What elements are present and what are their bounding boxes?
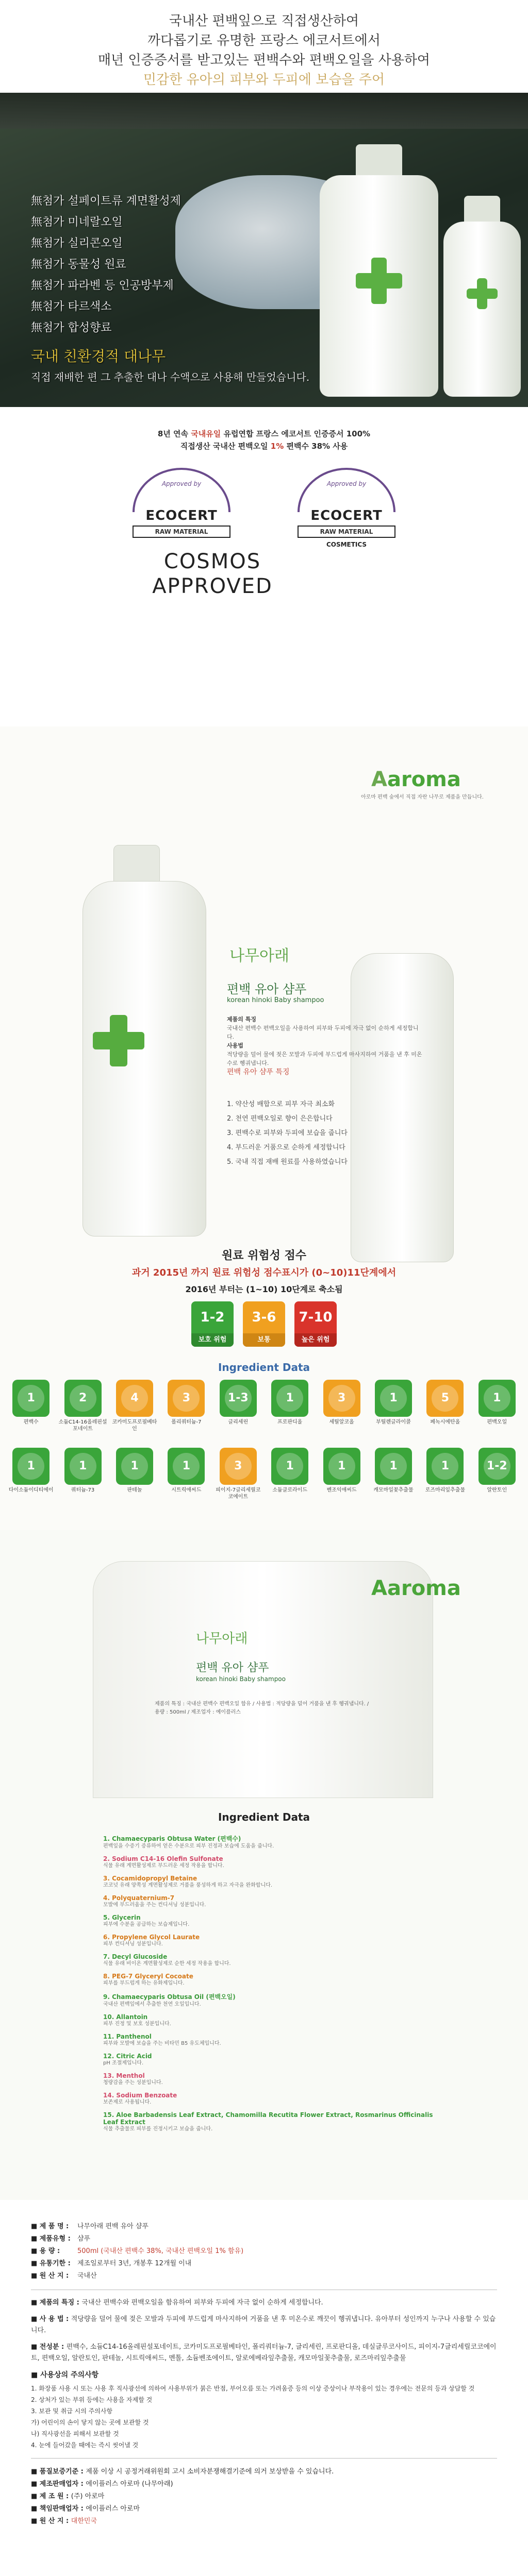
ingredient-score: 3: [234, 1460, 242, 1472]
ingredient-name: 편백수: [23, 1419, 39, 1425]
ingredient-score-badge: [64, 1448, 102, 1485]
ingredient-name: 글리세린: [228, 1419, 249, 1425]
info-value: 국내산: [77, 2272, 97, 2280]
ingredient-list-item: [103, 1953, 438, 1968]
ingredient-score-badge: [168, 1448, 205, 1485]
product-info-section: [0, 2200, 528, 2576]
hero-tagline-sub: 직접 재배한 편 그 추출한 대나 수액으로 사용해 만들었습니다.: [31, 371, 310, 383]
ingredient-score-badge: [375, 1448, 412, 1485]
ingredient-list-item: [103, 1973, 438, 1987]
ingredient-grid-row-1: [6, 1380, 522, 1439]
quality-row: [31, 2515, 497, 2528]
ingredient-cell: [58, 1380, 107, 1439]
ingredient-list: [103, 1834, 438, 2138]
ingredient-score: 1: [182, 1460, 191, 1472]
ingredient-score: 1-3: [227, 1392, 249, 1404]
info-key: ■ 제 품 명 :: [31, 2223, 69, 2230]
ingredient-score: 1: [286, 1460, 294, 1472]
ingredient-score: 4: [130, 1392, 139, 1404]
ingredient-score: 1-2: [486, 1460, 507, 1472]
info-rows: [31, 2221, 497, 2282]
info-value: 제품 이상 시 공정거래위원회 고시 소비자분쟁해결기준에 의거 보상받을 수 있습니다.: [86, 2468, 334, 2476]
ingredient-score: 1: [130, 1460, 139, 1472]
quality-rows: [31, 2466, 497, 2528]
ingredient-cell: [161, 1380, 211, 1439]
caution-item: 2. 상처가 있는 부위 등에는 사용을 자제할 것: [31, 2396, 153, 2403]
caution-item: 4. 눈에 들어갔을 때에는 즉시 씻어낼 것: [31, 2442, 139, 2449]
ingredient-score-badge: [64, 1380, 102, 1417]
ingredient-name: 프로판디올: [277, 1419, 303, 1425]
ingredient-cell: [58, 1448, 107, 1507]
info-key: ■ 제품유형 :: [31, 2235, 71, 2243]
ingredient-list-item: [103, 2092, 438, 2106]
feature-title: 편백 유아 샴푸 특징: [227, 1068, 290, 1076]
ingredient-name: 로즈마리잎추출물: [425, 1487, 466, 1493]
info-value: 에이플러스 아로마 (나무아래): [86, 2480, 173, 2488]
product-section: [0, 726, 528, 1530]
ingredient-list-item: [103, 1992, 438, 2008]
ingredient-list-item: [103, 2033, 438, 2047]
caution-title: ■ 사용상의 주의사항: [31, 2371, 99, 2379]
info-key: ■ 제품의 특징 :: [31, 2299, 82, 2307]
cert-line-2-post: 편백수 38% 사용: [286, 442, 348, 451]
risk-box-number: 7-10: [299, 1310, 333, 1325]
hero-tagline: [31, 345, 309, 384]
ingredient-list-name: 6. Propylene Glycol Laurate: [103, 1934, 200, 1941]
ingredient-list-name: 4. Polyquaternium-7: [103, 1894, 175, 1902]
info-key: ■ 제조판매업자 :: [31, 2480, 86, 2488]
risk-legend: [0, 1301, 528, 1347]
ingredient-cell: [369, 1448, 418, 1507]
info-value: 나무아래 편백 유아 샴푸: [77, 2223, 148, 2230]
ingredient-cell: [110, 1380, 159, 1439]
ingredient-score-badge: [426, 1448, 464, 1485]
desc-key: 사용법: [227, 1042, 243, 1049]
ingredient-list-desc: 피부와 모발에 보습을 주는 비타민 B5 유도체입니다.: [103, 2041, 221, 2046]
ingredient-list-desc: pH 조절제입니다.: [103, 2060, 144, 2066]
hero-tagline-title: 국내 친환경적 대나무: [31, 348, 166, 365]
ingredient-list-item: [103, 2013, 438, 2028]
ingredient-list-name: 15. Aloe Barbadensis Leaf Extract, Chamomilla Recutita Flower Extract, Rosmarinus Officinalis Leaf Extract: [103, 2111, 433, 2126]
ingredient-list-item: [103, 1894, 438, 1909]
caution-item: 나) 직사광선을 피해서 보관할 것: [31, 2430, 119, 2437]
info-key: ■ 전성분 :: [31, 2343, 67, 2351]
risk-box-label: 보통: [243, 1333, 285, 1347]
ingredient-cell: [265, 1448, 315, 1507]
ingredient-list-name: 14. Sodium Benzoate: [103, 2092, 177, 2099]
ingredient-list-desc: 식물 유래 비이온 계면활성제로 순한 세정 작용을 합니다.: [103, 1961, 231, 1967]
ingredient-list-name: 10. Allantoin: [103, 2013, 148, 2021]
ecocert-badge-cosmetics: [292, 468, 401, 548]
badge-approved-arc: Approved by: [133, 468, 230, 512]
info-key: ■ 원 산 지 :: [31, 2517, 71, 2525]
ingredient-cell: [472, 1380, 522, 1439]
ingredient-score: 1: [389, 1392, 398, 1404]
cert-line-2-highlight: 1%: [270, 442, 284, 451]
ingredient-name: 페녹시에탄올: [430, 1419, 460, 1425]
cosmos-approved: [135, 549, 290, 599]
feature-item: 1. 약산성 배합으로 피부 자극 최소화: [227, 1100, 335, 1108]
badge-ecocert-name: ECOCERT: [145, 508, 218, 523]
ingredient-name: 쿼터늄-73: [71, 1487, 95, 1493]
feature-item: 4. 부드러운 거품으로 순하게 세정합니다: [227, 1144, 345, 1151]
desc-value: 국내산 편백수 편백오일을 사용하여 피부와 두피에 자극 없이 순하게 세정합니다.: [227, 1025, 419, 1040]
logo-mark: A: [371, 768, 387, 791]
ecocert-badge-raw-material: [127, 468, 236, 548]
ingredient-name: 판테놀: [127, 1487, 142, 1493]
ingredient-list-desc: 청량감을 주는 성분입니다.: [103, 2080, 163, 2086]
product-subtitle: korean hinoki Baby shampoo: [227, 996, 324, 1004]
ingredient-name: 벤조익애씨드: [326, 1487, 357, 1493]
ingredient-list-desc: 모발에 부드러움을 주는 컨디셔닝 성분입니다.: [103, 1902, 206, 1908]
ingredient-score: 1: [389, 1460, 398, 1472]
cert-line-2: [0, 440, 528, 452]
caution-item: 가) 어린이의 손이 닿지 않는 곳에 보관할 것: [31, 2419, 149, 2426]
ingredient-score: 1: [441, 1460, 450, 1472]
ingredient-score: 3: [337, 1392, 346, 1404]
ingredient-score: 1: [286, 1392, 294, 1404]
ingredient-score-badge: [478, 1448, 516, 1485]
no-additive-item: 無첨가 파라벤 등 인공방부제: [31, 279, 174, 292]
ingredient-cell: [369, 1380, 418, 1439]
cert-line-1: [0, 428, 528, 440]
info-paragraph: [31, 2297, 497, 2309]
ingredient-score-badge: [323, 1380, 360, 1417]
ingredient-cell: [317, 1448, 366, 1507]
ingredient-score-badge: [220, 1380, 257, 1417]
ingredient-list-desc: 편백잎을 수증기 증류하여 얻은 수분으로 피부 진정과 보습에 도움을 줍니다.: [103, 1843, 274, 1849]
ingredient-score: 3: [182, 1392, 191, 1404]
label-title: 편백 유아 샴푸: [196, 1662, 269, 1674]
divider: [31, 2458, 497, 2459]
ingredient-score-badge: [116, 1380, 153, 1417]
ingredient-cell: [213, 1448, 263, 1507]
ingredient-list-name: 11. Panthenol: [103, 2033, 152, 2040]
ingredient-list-name: 8. PEG-7 Glyceryl Cocoate: [103, 1973, 193, 1980]
info-value: (주) 아로마: [71, 2493, 105, 2500]
certification-section: [0, 407, 528, 726]
ingredient-score-badge: [116, 1448, 153, 1485]
ingredient-score-badge: [426, 1380, 464, 1417]
ingredient-list-desc: 피부를 부드럽게 하는 유화제입니다.: [103, 1980, 185, 1986]
info-key: ■ 용 량 :: [31, 2247, 60, 2255]
cert-line-2-pre: 직접생산 국내산 편백오일: [180, 442, 268, 451]
cert-line-1-pre: 8년 연속: [157, 429, 189, 438]
badge-approved-arc: Approved by: [298, 468, 395, 512]
label-info-text: 제품의 특징 : 국내산 편백수 편백오일 함유 / 사용법 : 적당량을 덜어 거품을 낸 후 헹궈냅니다. / 용량 : 500ml / 제조업자 : 예이플러스: [155, 1701, 369, 1715]
ingredient-score-badge: [323, 1448, 360, 1485]
info-key: ■ 품질보증기준 :: [31, 2468, 86, 2476]
ingredient-list-name: 3. Cocamidopropyl Betaine: [103, 1875, 197, 1882]
caution-item: 3. 보관 및 취급 시의 주의사항: [31, 2408, 113, 2415]
ingredient-list-name: 2. Sodium C14-16 Olefin Sulfonate: [103, 1855, 223, 1862]
caution-list: [31, 2383, 497, 2451]
ingredient-score: 1: [78, 1460, 87, 1472]
brand-tree-text: 아로마 편백 숲에서 직접 자란 나무로 제품을 만듭니다.: [361, 794, 484, 800]
feature-item: 2. 천연 편백오일로 향이 은은합니다: [227, 1115, 333, 1123]
feature-item: 5. 국내 직접 재배 원료를 사용하였습니다: [227, 1158, 348, 1166]
ingredient-list-item: [103, 2053, 438, 2067]
risk-box-number: 3-6: [252, 1310, 276, 1325]
cert-line-1-post: 유럽연합 프랑스 에코서트 인증증서 100%: [223, 429, 371, 438]
info-key: ■ 제 조 원 :: [31, 2493, 71, 2500]
ingredient-score-badge: [271, 1448, 308, 1485]
ingredient-list-item: [103, 1834, 438, 1850]
ingredient-list-desc: 코코넛 유래 양쪽성 계면활성제로 거품을 풍성하게 하고 자극을 완화합니다.: [103, 1883, 273, 1888]
ingredient-grid-row-2: [6, 1448, 522, 1507]
ingredient-score: 1: [493, 1392, 501, 1404]
no-additive-item: 無첨가 미네랄오일: [31, 216, 123, 229]
ingredient-cell: [420, 1380, 470, 1439]
info-row: [31, 2270, 497, 2282]
caution-item: 1. 화장품 사용 시 또는 사용 후 직사광선에 의하여 사용부위가 붉은 반점, 부어오름 또는 가려움증 등의 이상 증상이나 부작용이 있는 경우에는 전문의 등과 상담할 것: [31, 2385, 475, 2392]
info-key: ■ 사 용 법 :: [31, 2315, 71, 2323]
info-row: [31, 2245, 497, 2258]
ingredient-list-name: 1. Chamaecyparis Obtusa Water (편백수): [103, 1835, 241, 1842]
intro-section: [0, 0, 528, 93]
intro-accent-line: 민감한 유아의 피부와 두피에 보습을 주어: [143, 72, 385, 88]
product-bottle-small: [443, 222, 521, 397]
ingredient-list-item: [103, 1934, 438, 1948]
ingredient-score-badge: [375, 1380, 412, 1417]
ingredient-name: 소듐클로라이드: [272, 1487, 307, 1493]
cert-line-1-highlight: 국내유일: [191, 429, 221, 438]
ingredient-cell: [6, 1380, 56, 1439]
label-section: [0, 1530, 528, 2200]
info-value: 적당량을 덜어 물에 젖은 모발과 두피에 부드럽게 마사지하여 거품을 낸 후 미온수로 깨끗이 헹궈냅니다. 유아부터 성인까지 누구나 사용할 수 있습니다.: [31, 2315, 496, 2334]
ingredient-cell: [317, 1380, 366, 1439]
ingredient-list-title: Ingredient Data: [218, 1811, 310, 1823]
ingredient-list-name: 9. Chamaecyparis Obtusa Oil (편백오일): [103, 1993, 236, 2001]
intro-line-3: 매년 인증증서를 받고있는 편백수와 편백오일을 사용하여: [97, 53, 431, 68]
ingredient-name: 부틸렌글라이콜: [376, 1419, 411, 1425]
info-row: [31, 2233, 497, 2245]
risk-box-high: [294, 1301, 337, 1347]
brand-sprout-logo: 나무아래: [229, 947, 289, 965]
info-key: ■ 유통기한 :: [31, 2260, 71, 2267]
logo-text: aroma: [387, 1577, 461, 1600]
ingredient-cell: [213, 1380, 263, 1439]
ingredient-list-item: [103, 2072, 438, 2087]
info-value: 국내산 편백수와 편백오일을 함유하여 피부와 두피에 자극 없이 순하게 세정합니다.: [81, 2299, 323, 2307]
ingredient-list-item: [103, 1914, 438, 1928]
ingredient-list-desc: 피부에 수분을 공급하는 보습제입니다.: [103, 1922, 190, 1927]
ingredient-list-item: [103, 1855, 438, 1870]
ecocert-badges: [0, 468, 528, 548]
ingredient-list-desc: 피부 진정 및 보호 성분입니다.: [103, 2021, 171, 2027]
risk-score-subtitle-1: 과거 2015년 까지 원료 위험성 점수표시가 (0~10)11단계에서: [131, 1267, 397, 1278]
ingredient-score-badge: [12, 1448, 50, 1485]
ingredient-score: 2: [78, 1392, 87, 1404]
ingredient-list-item: [103, 2111, 438, 2133]
logo-mark: A: [371, 1577, 387, 1600]
ingredient-score: 5: [441, 1392, 450, 1404]
ingredient-list-desc: 보존제로 사용됩니다.: [103, 2099, 152, 2105]
logo-text: aroma: [387, 768, 461, 791]
ingredient-data-title: Ingredient Data: [218, 1361, 310, 1374]
risk-score-title: 원료 위험성 점수: [221, 1249, 307, 1262]
ingredient-score-badge: [271, 1380, 308, 1417]
desc-key: 제품의 특징: [227, 1016, 256, 1023]
label-subtitle: korean hinoki Baby shampoo: [196, 1675, 286, 1683]
ingredient-list-desc: 식물 유래 계면활성제로 부드러운 세정 작용을 합니다.: [103, 1863, 224, 1869]
ingredient-name: 편백오일: [487, 1419, 507, 1425]
approved-text: APPROVED: [152, 574, 273, 598]
info-paragraph: [31, 2314, 497, 2336]
info-row: [31, 2258, 497, 2270]
feature-list: [227, 1097, 443, 1170]
risk-box-label: 보호 위험: [191, 1333, 234, 1347]
desc-value: 적당량을 덜어 물에 젖은 모발과 두피에 부드럽게 마사지하여 거품을 낸 후 미온수로 헹궈냅니다.: [227, 1051, 422, 1066]
ingredient-list-desc: 피부 컨디셔닝 성분입니다.: [103, 1941, 163, 1947]
green-cross-logo: [93, 1015, 144, 1066]
info-key: ■ 원 산 지 :: [31, 2272, 69, 2280]
ingredient-list-name: 12. Citric Acid: [103, 2053, 152, 2060]
risk-box-medium: [243, 1301, 285, 1347]
ingredient-score: 1: [27, 1460, 35, 1472]
badge-ecocert-name: ECOCERT: [310, 508, 383, 523]
badge-cosmetics-label: COSMETICS: [326, 541, 367, 548]
info-value: 제조일로부터 3년, 개봉후 12개월 이내: [77, 2260, 192, 2267]
product-title: 편백 유아 샴푸: [227, 982, 307, 996]
ingredient-name: 피이지-7글리세릴코코에이트: [216, 1487, 261, 1500]
ingredient-cell: [265, 1380, 315, 1439]
ingredient-score: 1: [27, 1392, 35, 1404]
ingredient-list-name: 5. Glycerin: [103, 1914, 141, 1921]
ingredient-list-desc: 국내산 편백잎에서 추출한 천연 오일입니다.: [103, 2002, 201, 2007]
brand-sprout-logo: 나무아래: [196, 1631, 248, 1647]
info-row: [31, 2221, 497, 2233]
ingredient-list-name: 13. Menthol: [103, 2072, 145, 2079]
risk-box-number: 1-2: [200, 1310, 225, 1325]
ingredient-cell: [472, 1448, 522, 1507]
no-additive-item: 無첨가 합성향료: [31, 321, 112, 334]
green-cross-logo: [356, 258, 402, 304]
ingredient-name: 캐모마일꽃추출물: [373, 1487, 414, 1493]
info-key: ■ 책임판매업자 :: [31, 2505, 86, 2513]
intro-line-1: 국내산 편백잎으로 직접생산하여: [169, 13, 359, 29]
product-description: [227, 1015, 423, 1067]
info-paragraph: [31, 2342, 497, 2364]
ingredient-list-item: [103, 1875, 438, 1889]
ingredient-name: 코카미도프로필베타인: [112, 1419, 157, 1432]
no-additive-item: 無첨가 설페이트류 계면활성제: [31, 195, 182, 208]
feature-item: 3. 편백수로 피부와 두피에 보습을 줍니다: [227, 1129, 348, 1137]
info-value: 편백수, 소듐C14-16올레핀설포네이트, 코카미도프로필베타인, 폴리쿼터늄-7, 글리세린, 프로판디올, 데실글루코사이드, 피이지-7글리세릴코코에이트, 편백오일, 알란토인, 판테놀, 시트릭애씨드, 멘톨, 소듐벤조에이트, 알로에베라잎추출물, 캐모마일꽃추출물, 로즈마리잎추출물: [31, 2343, 497, 2362]
ingredient-name: 폴리쿼터늄-7: [171, 1419, 202, 1425]
info-value: 샴푸: [77, 2235, 91, 2243]
info-value: 500ml (국내산 편백수 38%, 국내산 편백오일 1% 함유): [77, 2247, 244, 2255]
aroma-logo: [371, 1577, 461, 1600]
ingredient-name: 알란토인: [487, 1487, 507, 1493]
towel-rack: [0, 93, 528, 129]
no-additive-item: 無첨가 타르색소: [31, 300, 112, 313]
cosmos-text: COSMOS: [163, 550, 261, 573]
info-paragraphs: [31, 2297, 497, 2364]
ingredient-score-badge: [168, 1380, 205, 1417]
quality-row: [31, 2503, 497, 2515]
aroma-logo: [371, 768, 461, 791]
ingredient-name: 세틸알코올: [329, 1419, 354, 1425]
ingredient-name: 소듐C14-16올레핀설포네이트: [58, 1419, 107, 1432]
no-additive-item: 無첨가 실리콘오일: [31, 237, 123, 250]
ingredient-cell: [161, 1448, 211, 1507]
no-additive-item: 無첨가 동물성 원료: [31, 258, 126, 271]
ingredient-cell: [6, 1448, 56, 1507]
ingredient-list-name: 7. Decyl Glucoside: [103, 1953, 168, 1960]
no-additive-list: [31, 191, 181, 338]
ingredient-cell: [110, 1448, 159, 1507]
ingredient-score: 1: [337, 1460, 346, 1472]
info-value: 에이플러스 아로마: [86, 2505, 140, 2513]
risk-box-low: [191, 1301, 234, 1347]
info-value: 대한민국: [71, 2517, 97, 2525]
quality-row: [31, 2478, 497, 2490]
ingredient-name: 시트릭애씨드: [171, 1487, 202, 1493]
risk-box-label: 높은 위험: [294, 1333, 337, 1347]
green-cross-logo-small: [467, 278, 498, 309]
quality-row: [31, 2466, 497, 2478]
ingredient-score-badge: [478, 1380, 516, 1417]
ingredient-name: 다이소듐이디티에이: [8, 1487, 54, 1493]
badge-raw-material: RAW MATERIAL: [133, 526, 230, 538]
hero-image: [0, 93, 528, 407]
badge-raw-material: RAW MATERIAL: [298, 526, 395, 538]
risk-score-subtitle-2: 2016년 부터는 (1~10) 10단계로 축소됨: [185, 1284, 343, 1294]
ingredient-list-desc: 식물 추출물로 피부를 진정시키고 보습을 줍니다.: [103, 2126, 213, 2132]
ingredient-cell: [420, 1448, 470, 1507]
quality-row: [31, 2490, 497, 2503]
ingredient-score-badge: [12, 1380, 50, 1417]
ingredient-score-badge: [220, 1448, 257, 1485]
intro-line-2: 까다롭기로 유명한 프랑스 에코서트에서: [147, 33, 381, 48]
